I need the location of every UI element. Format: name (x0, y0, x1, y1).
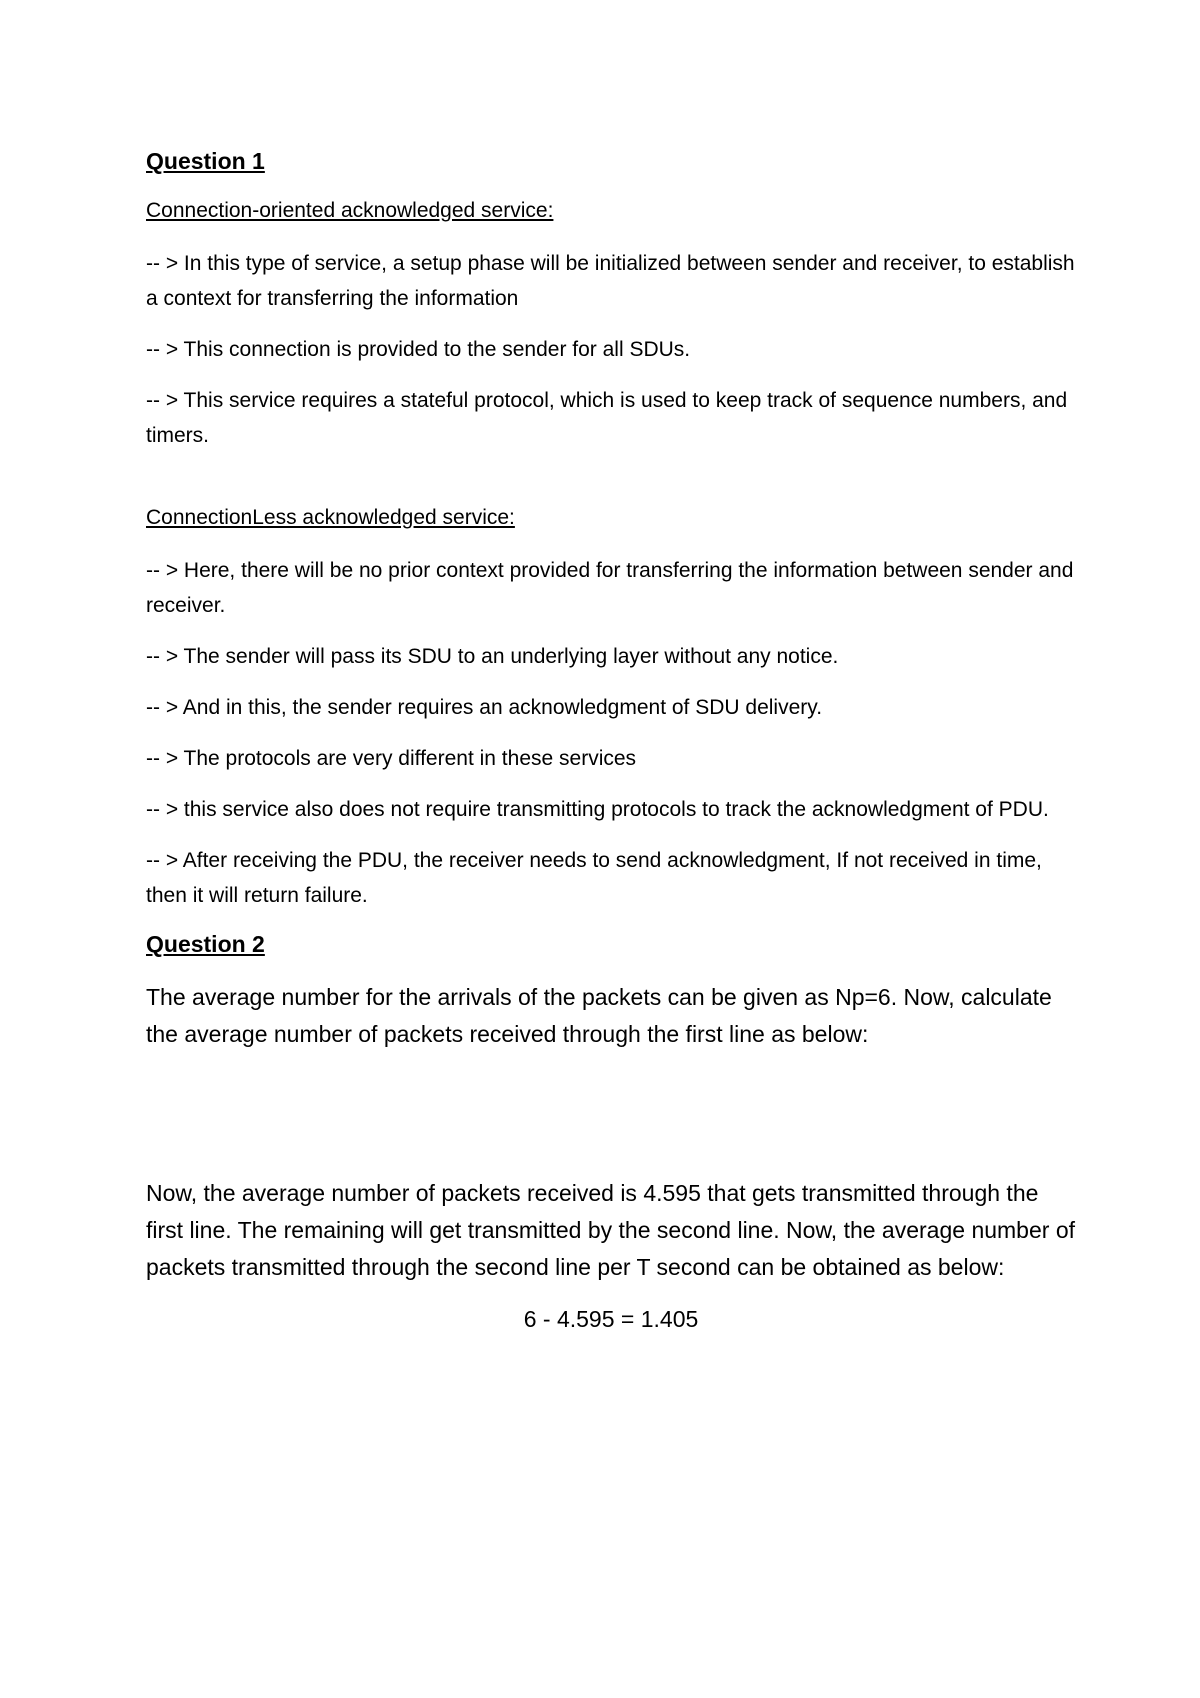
connection-oriented-point: -- > This service requires a stateful protocol, which is used to keep track of sequence numbers, and timers. (146, 389, 1068, 447)
equation: 6 - 4.595 = 1.405 (523, 1306, 699, 1332)
connectionless-point: -- > After receiving the PDU, the receiver needs to send acknowledgment, If not received in time, then it will return failure. (146, 849, 1042, 907)
connectionless-title: ConnectionLess acknowledged service: (146, 506, 515, 529)
formula-space (146, 1053, 1076, 1175)
connectionless-point: -- > And in this, the sender requires an acknowledgment of SDU delivery. (146, 696, 823, 719)
connectionless-point: -- > The sender will pass its SDU to an underlying layer without any notice. (146, 645, 839, 668)
question-2-heading: Question 2 (146, 931, 265, 957)
question-2-intro: The average number for the arrivals of the packets can be given as Np=6. Now, calculate the average number of packets received through the first line as below: (146, 984, 1052, 1047)
connectionless-point: -- > this service also does not require transmitting protocols to track the acknowledgment of PDU. (146, 798, 1049, 821)
connectionless-point: -- > The protocols are very different in these services (146, 747, 637, 770)
connection-oriented-title: Connection-oriented acknowledged service: (146, 199, 554, 222)
question-1-heading: Question 1 (146, 148, 265, 174)
connection-oriented-point: -- > In this type of service, a setup phase will be initialized between sender and receiver, to establish a context for transferring the information (146, 252, 1075, 310)
connectionless-point: -- > Here, there will be no prior context provided for transferring the information between sender and receiver. (146, 559, 1074, 617)
document-content (146, 146, 1076, 1338)
section-spacer (146, 469, 1076, 503)
connection-oriented-point: -- > This connection is provided to the sender for all SDUs. (146, 338, 691, 361)
question-2-result: Now, the average number of packets received is 4.595 that gets transmitted through the first line. The remaining will get transmitted by the second line. Now, the average number of packets transmitted through the second line per T second can be obtained as below: (146, 1180, 1075, 1280)
